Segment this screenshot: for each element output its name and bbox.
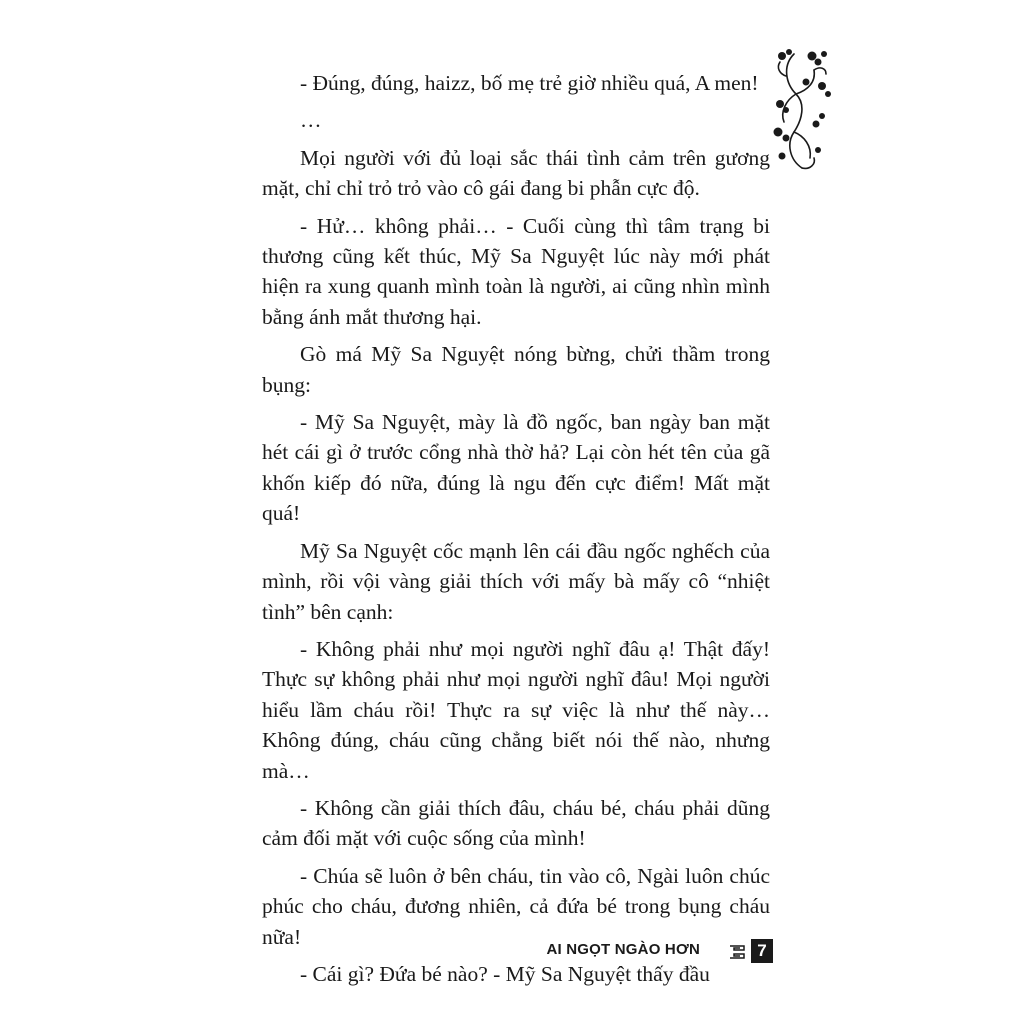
spiral-mark-icon xyxy=(728,942,748,962)
paragraph: … xyxy=(300,108,322,133)
paragraph: - Mỹ Sa Nguyệt, mày là đồ ngốc, ban ngày ban mặt hét cái gì ở trước cổng nhà thờ hả? Lại còn hét tên của gã khốn kiếp đó nữa, đúng là ngu đến cực điểm! Mất mặt quá! xyxy=(262,410,770,526)
body-text xyxy=(262,68,770,996)
paragraph: - Đúng, đúng, haizz, bố mẹ trẻ giờ nhiều quá, A men! xyxy=(300,71,759,95)
paragraph: - Chúa sẽ luôn ở bên cháu, tin vào cô, Ngài luôn chúc phúc cho cháu, đương nhiên, cả đứa bé trong bụng cháu nữa! xyxy=(262,863,770,949)
paragraph: Mỹ Sa Nguyệt cốc mạnh lên cái đầu ngốc nghếch của mình, rồi vội vàng giải thích với mấy bà mấy cô “nhiệt tình” bên cạnh: xyxy=(262,538,770,624)
paragraph: - Không cần giải thích đâu, cháu bé, cháu phải dũng cảm đối mặt với cuộc sống của mình! xyxy=(262,795,770,851)
paragraph: Mọi người với đủ loại sắc thái tình cảm trên gương mặt, chỉ chỉ trỏ trỏ vào cô gái đang bi phẫn cực độ. xyxy=(262,145,770,201)
page-number: 7 xyxy=(751,939,773,963)
running-footer-title: AI NGỌT NGÀO HƠN xyxy=(546,941,700,958)
paragraph: Gò má Mỹ Sa Nguyệt nóng bừng, chửi thầm trong bụng: xyxy=(262,342,770,397)
paragraph: - Không phải như mọi người nghĩ đâu ạ! Thật đấy! Thực sự không phải như mọi người nghĩ đâu! Mọi người hiểu lầm cháu rồi! Thực ra sự việc là như thế này… Không đúng, cháu cũng chẳng biết nói thế nào, nhưng mà… xyxy=(262,636,770,783)
paragraph: - Hử… không phải… - Cuối cùng thì tâm trạng bi thương cũng kết thúc, Mỹ Sa Nguyệt lúc này mới phát hiện ra xung quanh mình toàn là người, ai cũng nhìn mình bằng ánh mắt thương hại. xyxy=(262,213,770,329)
paragraph: - Cái gì? Đứa bé nào? - Mỹ Sa Nguyệt thấy đầu xyxy=(300,961,710,986)
floral-ornament-icon xyxy=(772,46,834,176)
